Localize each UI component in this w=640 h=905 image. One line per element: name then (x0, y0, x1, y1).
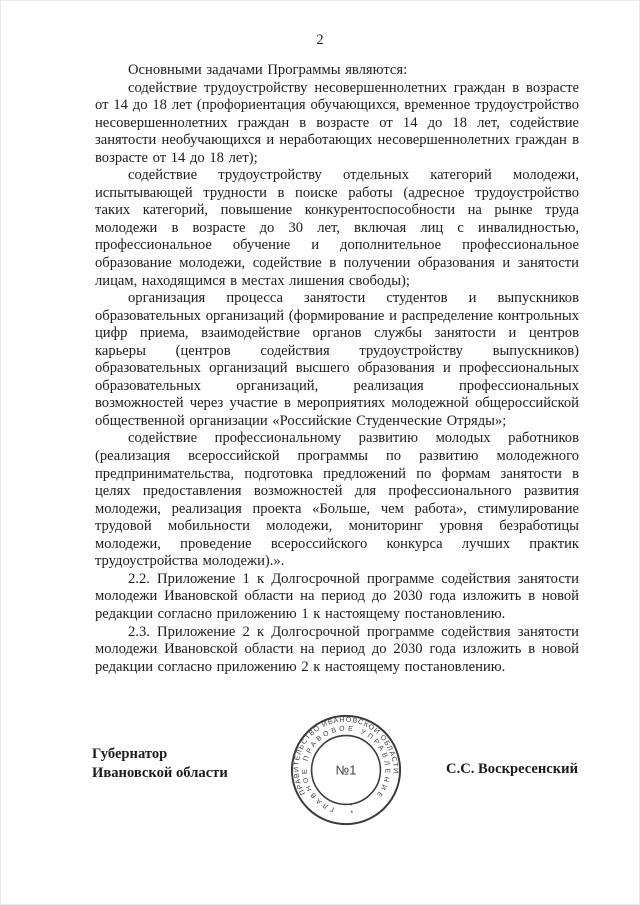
body-paragraph: организация процесса занятости студентов и выпускников образовательных организаций (формирование и распределение контрольных цифр приема, взаимодействие органов службы занятости и центров карьеры (центров содействия трудоустройству выпускников) образовательных организаций высшего образования и профессиональных образовательных организаций, реализация профессиональных возможностей через участие в мероприятиях молодежной общероссийской общественной организации «Российские Студенческие Отряды»; (95, 290, 579, 429)
stamp-star-icon: * (349, 802, 353, 811)
stamp-star-icon: * (350, 810, 354, 818)
page-number: 2 (316, 32, 324, 48)
signer-title-line2: Ивановской области (92, 765, 228, 781)
body-paragraph: содействие трудоустройству отдельных категорий молодежи, испытывающей трудности в поиске работы (адресное трудоустройство таких категорий, повышение конкурентоспособности на рынке труда молодежи в возрасте до 30 лет, включая лиц с инвалидностью, профессиональное обучение и дополнительное профессиональное образование молодежи, содействие в получении образования и занятости лицам, находящимся в местах лишения свободы); (95, 167, 579, 289)
signer-title-line1: Губернатор (92, 746, 168, 762)
body-paragraph: Основными задачами Программы являются: (128, 62, 408, 78)
stamp-inner-ring-text: ГЛАВНОЕ ПРАВОВОЕ УПРАВЛЕНИЕ (301, 725, 391, 813)
official-stamp (287, 711, 405, 829)
signer-name: С.С. Воскресенский (446, 761, 578, 777)
stamp-number: №1 (335, 762, 357, 778)
body-paragraph: содействие профессиональному развитию молодых работников (реализация всероссийской программы по развитию молодежного предпринимательства, подготовка предложений по формам занятости в целях предоставления возможностей для профессионального развития молодежи, реализация проекта «Больше, чем работа», стимулирование трудовой мобильности молодежи, мониторинг уровня безработицы молодежи, проведение всероссийского конкурса лучших практик трудоустройства молодежи).». (95, 430, 579, 570)
stamp-outer-ring-text: ПРАВИТЕЛЬСТВО ИВАНОВСКОЙ ОБЛАСТИ (292, 715, 400, 797)
body-paragraph: 2.3. Приложение 2 к Долгосрочной программе содействия занятости молодежи Ивановской области на период до 2030 года изложить в новой редакции согласно приложению 2 к настоящему постановлению. (95, 623, 579, 675)
body-paragraph: 2.2. Приложение 1 к Долгосрочной программе содействия занятости молодежи Ивановской области на период до 2030 года изложить в новой редакции согласно приложению 1 к настоящему постановлению. (95, 570, 579, 622)
signer-title (92, 745, 228, 783)
document-body (95, 62, 579, 676)
body-paragraph: содействие трудоустройству несовершеннолетних граждан в возрасте от 14 до 18 лет (профориентация обучающихся, временное трудоустройство несовершеннолетних граждан в возрасте от 14 до 18 лет, содействие занятости необучающихся и неработающих несовершеннолетних граждан в возрасте от 14 до 18 лет); (95, 79, 579, 166)
stamp-seal-icon (287, 711, 405, 829)
